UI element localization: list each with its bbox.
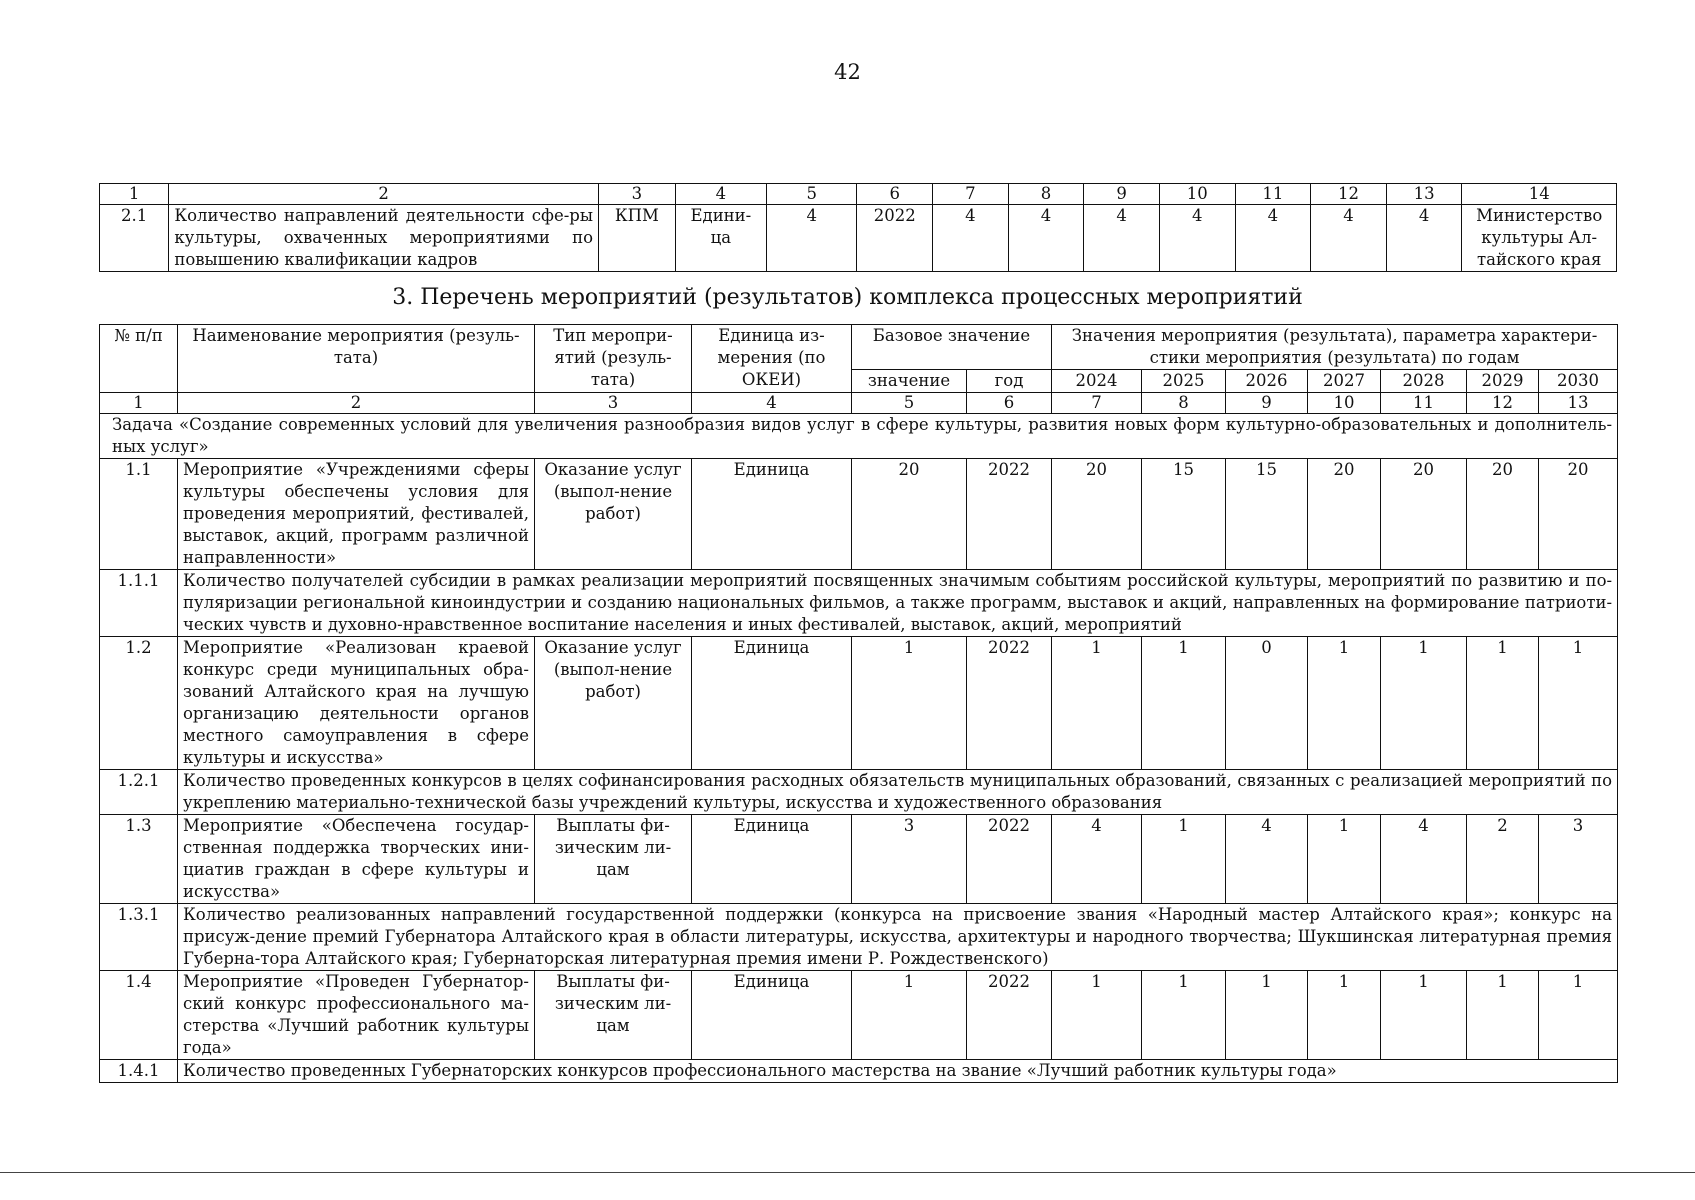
- header-row: [100, 325, 1618, 370]
- base-value: 4: [767, 205, 857, 272]
- result-description: Количество реализованных направлений государственной поддержки (конкурса на присвоение звания «Народный мастер Алтайского края»; конкурс на присуж-дение премий Губернатора Алтайского края в области литературы, искусства, архитектуры и народного творчества; Шукшинская литературная премия Губерна-тора Алтайского края; Губернаторская литературная премия имени Р. Рождественского): [178, 904, 1618, 971]
- header-year: 2027: [1308, 370, 1381, 393]
- year-value: 1: [1142, 971, 1226, 1060]
- column-number: 10: [1308, 393, 1381, 414]
- row-number: 1.1: [100, 459, 178, 570]
- table-row: [100, 1060, 1618, 1083]
- year-value: 1: [1142, 637, 1226, 770]
- table-row: [100, 815, 1618, 904]
- measure-name: Мероприятие «Учреждениями сферы культуры обеспечены условия для проведения мероприятий, фестивалей, выставок, акций, программ различной направленности»: [178, 459, 535, 570]
- year-value: 20: [1308, 459, 1381, 570]
- year-value: 4: [1386, 205, 1462, 272]
- base-year: 2022: [967, 815, 1052, 904]
- header-name: Наименование мероприятия (резуль-тата): [178, 325, 535, 393]
- column-number: 4: [692, 393, 852, 414]
- year-value: 4: [933, 205, 1009, 272]
- measure-type: Оказание услуг (выпол-нение работ): [535, 459, 692, 570]
- year-value: 4: [1052, 815, 1142, 904]
- header-base: Базовое значение: [852, 325, 1052, 370]
- base-value: 1: [852, 637, 967, 770]
- year-value: 1: [1467, 637, 1539, 770]
- header-year: 2030: [1539, 370, 1618, 393]
- column-number: 8: [1008, 184, 1084, 205]
- year-value: 20: [1052, 459, 1142, 570]
- column-number-row: [100, 393, 1618, 414]
- year-value: 1: [1308, 815, 1381, 904]
- column-number-row: [100, 184, 1617, 205]
- measure-unit: Единица: [692, 459, 852, 570]
- column-number: 9: [1084, 184, 1160, 205]
- row-number: 1.1.1: [100, 570, 178, 637]
- row-number: 2.1: [100, 205, 169, 272]
- year-value: 15: [1226, 459, 1308, 570]
- table-row: [100, 570, 1618, 637]
- measure-unit: Единица: [692, 815, 852, 904]
- measure-unit: Единица: [692, 971, 852, 1060]
- year-value: 1: [1381, 971, 1467, 1060]
- column-number: 10: [1159, 184, 1235, 205]
- row-number: 1.3: [100, 815, 178, 904]
- year-value: 4: [1226, 815, 1308, 904]
- year-value: 1: [1052, 971, 1142, 1060]
- column-number: 8: [1142, 393, 1226, 414]
- column-number: 6: [857, 184, 933, 205]
- column-number: 3: [599, 184, 676, 205]
- page-bottom-rule: [0, 1172, 1695, 1173]
- indicator-table: [99, 183, 1617, 272]
- base-year: 2022: [857, 205, 933, 272]
- base-value: 3: [852, 815, 967, 904]
- indicator-unit: Едини-ца: [675, 205, 766, 272]
- year-value: 4: [1084, 205, 1160, 272]
- result-description: Количество проведенных конкурсов в целях софинансирования расходных обязательств муниципальных образований, связанных с реализацией мероприятий по укреплению материально-технической базы учреждений культуры, искусства и художественного образования: [178, 770, 1618, 815]
- year-value: 1: [1381, 637, 1467, 770]
- base-value: 20: [852, 459, 967, 570]
- column-number: 7: [933, 184, 1009, 205]
- table-row: [100, 904, 1618, 971]
- year-value: 15: [1142, 459, 1226, 570]
- measure-name: Мероприятие «Проведен Губернатор-ский конкурс профессионального ма-стерства «Лучший работник культуры года»: [178, 971, 535, 1060]
- page-number: 42: [834, 60, 861, 84]
- column-number: 11: [1235, 184, 1311, 205]
- year-value: 0: [1226, 637, 1308, 770]
- column-number: 9: [1226, 393, 1308, 414]
- header-base-value: значение: [852, 370, 967, 393]
- base-year: 2022: [967, 459, 1052, 570]
- measure-type: Выплаты фи-зическим ли-цам: [535, 971, 692, 1060]
- header-year: 2026: [1226, 370, 1308, 393]
- result-description: Количество проведенных Губернаторских конкурсов профессионального мастерства на звание «Лучший работник культуры года»: [178, 1060, 1618, 1083]
- year-value: 4: [1235, 205, 1311, 272]
- column-number: 14: [1462, 184, 1617, 205]
- measure-type: Оказание услуг (выпол-нение работ): [535, 637, 692, 770]
- year-value: 1: [1226, 971, 1308, 1060]
- task-text: Задача «Создание современных условий для увеличения разнообразия видов услуг в сфере культуры, развития новых форм культурно-образовательных и дополнитель-ных услуг»: [100, 414, 1618, 459]
- column-number: 5: [852, 393, 967, 414]
- column-number: 6: [967, 393, 1052, 414]
- column-number: 12: [1311, 184, 1387, 205]
- year-value: 1: [1142, 815, 1226, 904]
- year-value: 1: [1308, 971, 1381, 1060]
- year-value: 20: [1467, 459, 1539, 570]
- column-number: 3: [535, 393, 692, 414]
- column-number: 5: [767, 184, 857, 205]
- table-row: [100, 971, 1618, 1060]
- measures-table: [99, 324, 1618, 1083]
- column-number: 1: [100, 393, 178, 414]
- table-row: [100, 770, 1618, 815]
- table-row: [100, 205, 1617, 272]
- header-year: 2028: [1381, 370, 1467, 393]
- header-values: Значения мероприятия (результата), параметра характери-стики мероприятия (результата) по годам: [1052, 325, 1618, 370]
- header-year: 2024: [1052, 370, 1142, 393]
- year-value: 4: [1381, 815, 1467, 904]
- table-row: [100, 637, 1618, 770]
- row-number: 1.4.1: [100, 1060, 178, 1083]
- column-number: 2: [178, 393, 535, 414]
- year-value: 4: [1008, 205, 1084, 272]
- row-number: 1.3.1: [100, 904, 178, 971]
- column-number: 4: [675, 184, 766, 205]
- row-number: 1.4: [100, 971, 178, 1060]
- task-row: [100, 414, 1618, 459]
- result-description: Количество получателей субсидии в рамках реализации мероприятий посвященных значимым событиям российской культуры, мероприятий по развитию и по-пуляризации региональной киноиндустрии и созданию национальных фильмов, а также программ, выставок и акций, направленных на формирование патриоти-ческих чувств и духовно-нравственное воспитание населения и иных фестивалей, выставок, акций, мероприятий: [178, 570, 1618, 637]
- base-value: 1: [852, 971, 967, 1060]
- year-value: 4: [1159, 205, 1235, 272]
- header-year: 2025: [1142, 370, 1226, 393]
- section-title: 3. Перечень мероприятий (результатов) комплекса процессных мероприятий: [392, 285, 1303, 310]
- table-row: [100, 459, 1618, 570]
- column-number: 2: [169, 184, 599, 205]
- column-number: 1: [100, 184, 169, 205]
- indicator-type: КПМ: [599, 205, 676, 272]
- year-value: 1: [1539, 637, 1618, 770]
- column-number: 12: [1467, 393, 1539, 414]
- header-num: № п/п: [100, 325, 178, 393]
- year-value: 1: [1539, 971, 1618, 1060]
- base-year: 2022: [967, 637, 1052, 770]
- base-year: 2022: [967, 971, 1052, 1060]
- row-number: 1.2.1: [100, 770, 178, 815]
- column-number: 13: [1539, 393, 1618, 414]
- year-value: 2: [1467, 815, 1539, 904]
- indicator-name: Количество направлений деятельности сфе-ры культуры, охваченных мероприятиями по повышению квалификации кадров: [169, 205, 599, 272]
- responsible: Министерство культуры Ал-тайского края: [1462, 205, 1617, 272]
- measure-name: Мероприятие «Реализован краевой конкурс среди муниципальных обра-зований Алтайского края на лучшую организацию деятельности органов местного самоуправления в сфере культуры и искусства»: [178, 637, 535, 770]
- year-value: 4: [1311, 205, 1387, 272]
- header-unit: Единица из-мерения (по ОКЕИ): [692, 325, 852, 393]
- measure-type: Выплаты фи-зическим ли-цам: [535, 815, 692, 904]
- year-value: 20: [1539, 459, 1618, 570]
- column-number: 11: [1381, 393, 1467, 414]
- year-value: 1: [1052, 637, 1142, 770]
- header-base-year: год: [967, 370, 1052, 393]
- row-number: 1.2: [100, 637, 178, 770]
- year-value: 3: [1539, 815, 1618, 904]
- column-number: 7: [1052, 393, 1142, 414]
- measure-unit: Единица: [692, 637, 852, 770]
- measure-name: Мероприятие «Обеспечена государ-ственная поддержка творческих ини-циатив граждан в сфере культуры и искусства»: [178, 815, 535, 904]
- header-type: Тип меропри-ятий (резуль-тата): [535, 325, 692, 393]
- year-value: 1: [1308, 637, 1381, 770]
- year-value: 1: [1467, 971, 1539, 1060]
- header-year: 2029: [1467, 370, 1539, 393]
- column-number: 13: [1386, 184, 1462, 205]
- year-value: 20: [1381, 459, 1467, 570]
